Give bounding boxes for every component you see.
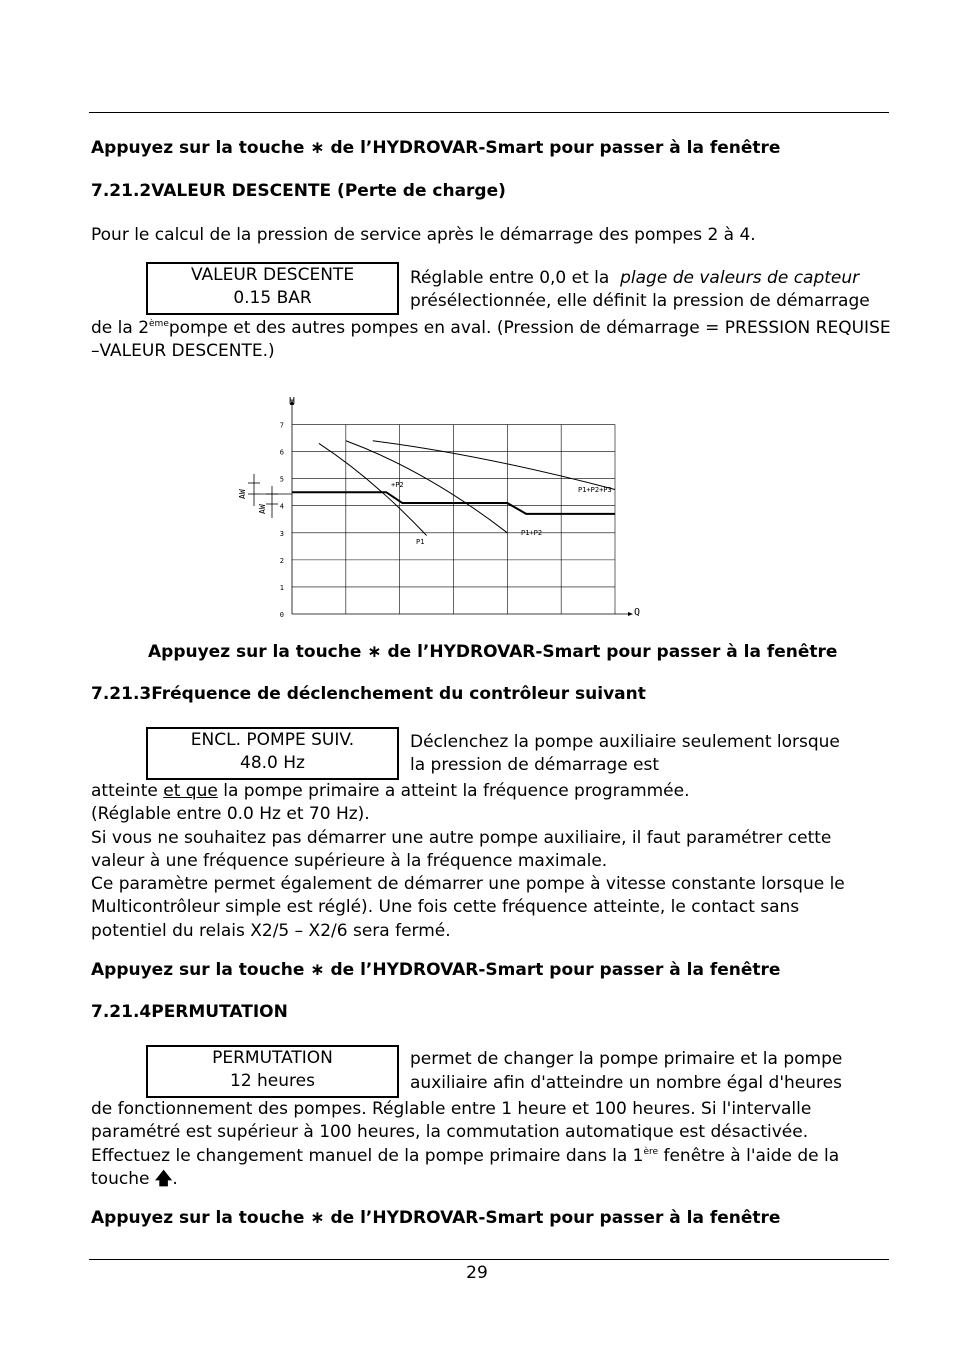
y-tick-label-3: 3: [279, 529, 284, 538]
label-aw-1: AW: [238, 489, 247, 499]
display-line-1: ENCL. POMPE SUIV.: [190, 730, 355, 750]
chart-labels: [238, 396, 640, 618]
series-curve-1: [346, 441, 508, 533]
display-line-1: PERMUTATION: [212, 1048, 333, 1068]
pump-curve-chart: [230, 386, 650, 626]
chart-grid: [290, 400, 633, 616]
section-heading-7-21-2: 7.21.2VALEUR DESCENTE (Perte de charge): [91, 181, 506, 201]
y-tick-label-7: 7: [279, 421, 284, 430]
section-heading-7-21-3: 7.21.3Fréquence de déclenchement du contrôleur suivant: [91, 684, 646, 704]
display-permutation: [146, 1045, 399, 1098]
display-line-2: 12 heures: [230, 1071, 315, 1091]
instruction-3: Appuyez sur la touche ∗ de l’HYDROVAR-Smart pour passer à la fenêtre: [91, 960, 781, 980]
asterisk-key-icon: ∗: [310, 1208, 325, 1228]
display-encl-pompe-suiv: [146, 727, 399, 780]
asterisk-key-icon: ∗: [310, 960, 325, 980]
y-tick-label-2: 2: [279, 556, 284, 565]
y-tick-label-0: 0: [279, 611, 284, 619]
section-4-para-line-3: Effectuez le changement manuel de la pompe primaire dans la 1ère fenêtre à l'aide de la: [91, 1146, 840, 1166]
page-number: 29: [466, 1263, 488, 1283]
y-axis-label: H: [289, 396, 296, 407]
label-p1-p2-p3: P1+P2+P3: [578, 486, 612, 494]
section-2-desc-line-1: Réglable entre 0,0 et la plage de valeurs de capteur: [410, 268, 860, 288]
section-3-para-line-6: Multicontrôleur simple est réglé). Une fois cette fréquence atteinte, le contact sans: [91, 897, 800, 917]
section-2-intro: Pour le calcul de la pression de service après le démarrage des pompes 2 à 4.: [91, 225, 756, 245]
section-4-para-line-4: touche 🡅.: [91, 1169, 178, 1189]
chart-y-ticks: [280, 422, 284, 619]
y-tick-label-1: 1: [279, 583, 284, 592]
asterisk-key-icon: ∗: [310, 138, 325, 158]
instruction-2: Appuyez sur la touche ∗ de l’HYDROVAR-Smart pour passer à la fenêtre: [148, 642, 838, 662]
y-tick-label-4: 4: [279, 502, 284, 511]
section-3-para-line-7: potentiel du relais X2/5 – X2/6 sera fermé.: [91, 921, 451, 941]
section-3-para-line-4: valeur à une fréquence supérieure à la fréquence maximale.: [91, 851, 608, 871]
section-4-desc-line-1: permet de changer la pompe primaire et la pompe: [410, 1049, 843, 1069]
label-p1: P1: [416, 538, 425, 546]
section-3-desc-line-1: Déclenchez la pompe auxiliaire seulement lorsque: [410, 732, 840, 752]
section-2-desc-line-2: présélectionnée, elle définit la pression de démarrage: [410, 291, 870, 311]
display-line-2: 0.15 BAR: [233, 288, 312, 308]
series-curve-0: [319, 443, 427, 535]
y-tick-label-5: 5: [279, 475, 284, 484]
display-line-1: VALEUR DESCENTE: [190, 265, 355, 285]
display-line-2: 48.0 Hz: [240, 753, 305, 773]
section-heading-7-21-4: 7.21.4PERMUTATION: [91, 1002, 288, 1022]
section-4-para-line-1: de fonctionnement des pompes. Réglable entre 1 heure et 100 heures. Si l'intervalle: [91, 1099, 812, 1119]
section-4-para-line-2: paramétré est supérieur à 100 heures, la commutation automatique est désactivée.: [91, 1122, 809, 1142]
section-3-para-line-2: (Réglable entre 0.0 Hz et 70 Hz).: [91, 804, 370, 824]
y-tick-label-6: 6: [279, 448, 284, 457]
asterisk-key-icon: ∗: [367, 642, 382, 662]
label-p1-p2: P1+P2: [521, 529, 543, 537]
display-valeur-descente: [146, 262, 399, 315]
label-aw-2: AW: [258, 504, 267, 514]
section-4-desc-line-2: auxiliaire afin d'atteindre un nombre égal d'heures: [410, 1073, 842, 1093]
section-2-desc-line-4: –VALEUR DESCENTE.): [91, 341, 275, 361]
section-2-desc-line-3: de la 2èmepompe et des autres pompes en aval. (Pression de démarrage = PRESSION REQUISE: [91, 318, 891, 338]
series-curve-2: [373, 441, 615, 490]
footer-rule: [89, 1259, 889, 1260]
header-rule: [89, 112, 889, 113]
label-plus-p2: +P2: [391, 481, 404, 489]
x-axis-arrow: [628, 612, 633, 616]
section-3-desc-line-2: la pression de démarrage est: [410, 755, 660, 775]
instruction-1: Appuyez sur la touche ∗ de l’HYDROVAR-Smart pour passer à la fenêtre: [91, 138, 781, 158]
up-arrow-key-icon: 🡅: [154, 1169, 173, 1189]
x-axis-label: Q: [634, 607, 641, 618]
section-3-para-line-1: atteinte et que la pompe primaire a atteint la fréquence programmée.: [91, 781, 690, 801]
aw-markers: [248, 474, 292, 518]
section-3-para-line-5: Ce paramètre permet également de démarrer une pompe à vitesse constante lorsque le: [91, 874, 845, 894]
instruction-4: Appuyez sur la touche ∗ de l’HYDROVAR-Smart pour passer à la fenêtre: [91, 1208, 781, 1228]
section-3-para-line-3: Si vous ne souhaitez pas démarrer une autre pompe auxiliaire, il faut paramétrer cette: [91, 828, 832, 848]
